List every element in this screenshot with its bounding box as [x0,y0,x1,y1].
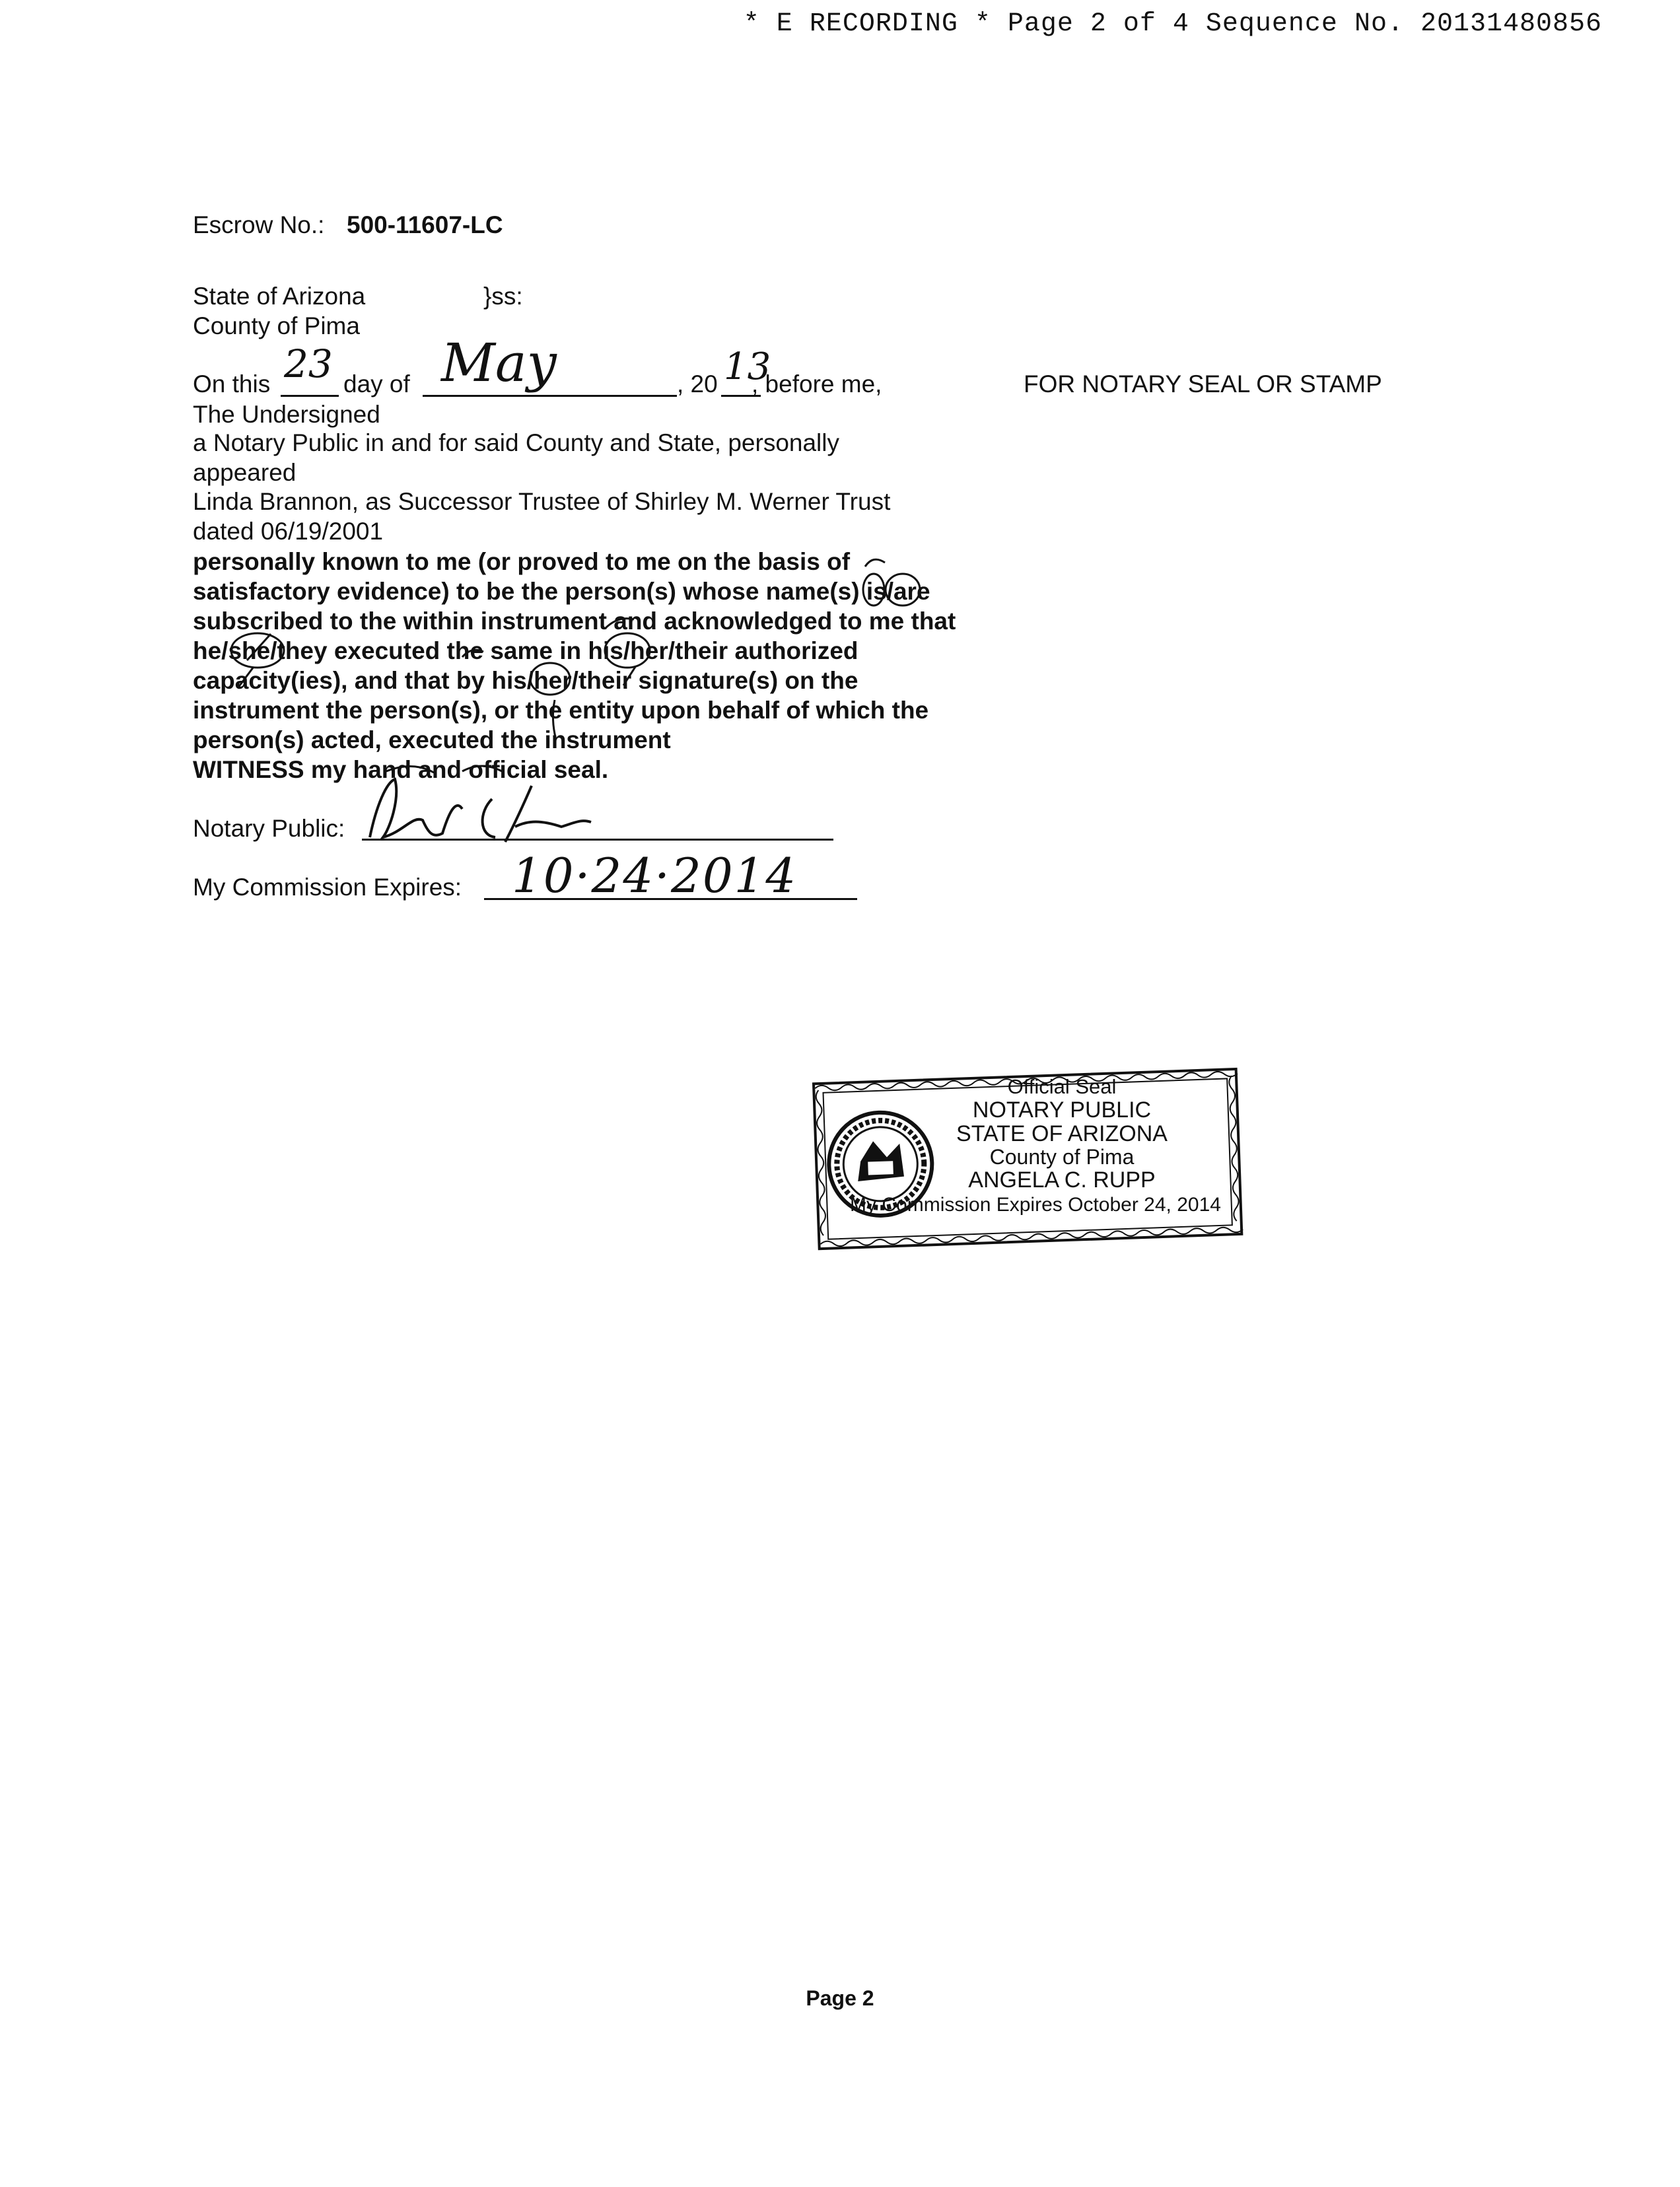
notary-stamp [811,1057,1247,1255]
circle-mark [863,574,884,606]
recording-header: * E RECORDING * Page 2 of 4 Sequence No. 20131480856 [743,9,1602,39]
ack-line: Linda Brannon, as Successor Trustee of Shirley M. Werner Trust [193,488,891,515]
ack-line: he/she/they executed the same in his/her/their authorized [193,637,858,664]
ack-line: person(s) acted, executed the instrument [193,726,671,753]
ack-line: subscribed to the within instrument and acknowledged to me that [193,608,956,635]
escrow-label: Escrow No.: [193,211,325,238]
notary-signature [350,759,627,852]
venue-ss: }ss: [483,283,523,310]
stamp-line: Official Seal [1007,1075,1117,1098]
ack-line: satisfactory evidence) to be the person(s) whose name(s) is/are [193,578,930,605]
year-prefix: , 20 [677,370,718,398]
stamp-line: My Commission Expires October 24, 2014 [850,1194,1221,1216]
year-handwritten: 13 [724,345,771,388]
circle-mark [605,633,650,668]
stroke-mark [553,700,556,740]
on-this-text: On this [193,370,271,398]
ack-line: capacity(ies), and that by his/her/their signature(s) on the [193,667,858,694]
ack-line: instrument the person(s), or the entity upon behalf of which the [193,697,929,724]
ack-line: personally known to me (or proved to me on the basis of [193,548,851,575]
stamp-line: NOTARY PUBLIC [972,1097,1152,1123]
stroke-mark [865,559,885,567]
ack-line: WITNESS my hand and official seal. [193,756,609,783]
commission-handwritten: 10·24·2014 [512,848,798,903]
notary-public-label: Notary Public: [193,815,345,842]
stamp-line: STATE OF ARIZONA [956,1121,1168,1146]
escrow-number: 500-11607-LC [347,211,503,238]
stroke-mark [462,650,483,657]
page-number: Page 2 [806,1986,874,2010]
stamp-line: County of Pima [989,1145,1135,1169]
ack-line: appeared [193,459,297,486]
day-of-text: day of [343,370,410,398]
venue-state: State of Arizona [193,283,366,310]
day-handwritten: 23 [284,341,333,386]
commission-label: My Commission Expires: [193,874,462,901]
seal-label: FOR NOTARY SEAL OR STAMP [1024,370,1382,398]
ack-line: The Undersigned [193,401,380,428]
stamp-line: ANGELA C. RUPP [968,1167,1156,1193]
ack-line: dated 06/19/2001 [193,518,384,545]
venue-county: County of Pima [193,312,360,339]
circle-mark [530,663,570,695]
strike-mark [238,667,254,688]
strike-mark [623,667,635,685]
stroke-mark [605,619,634,629]
ack-line: a Notary Public in and for said County and State, personally [193,429,840,456]
pronoun-markup [0,0,1680,858]
before-me-text: , before me, [752,370,882,398]
circle-mark [886,574,920,606]
month-handwritten: May [441,332,557,394]
strike-mark [247,634,271,660]
circle-mark [231,633,284,668]
